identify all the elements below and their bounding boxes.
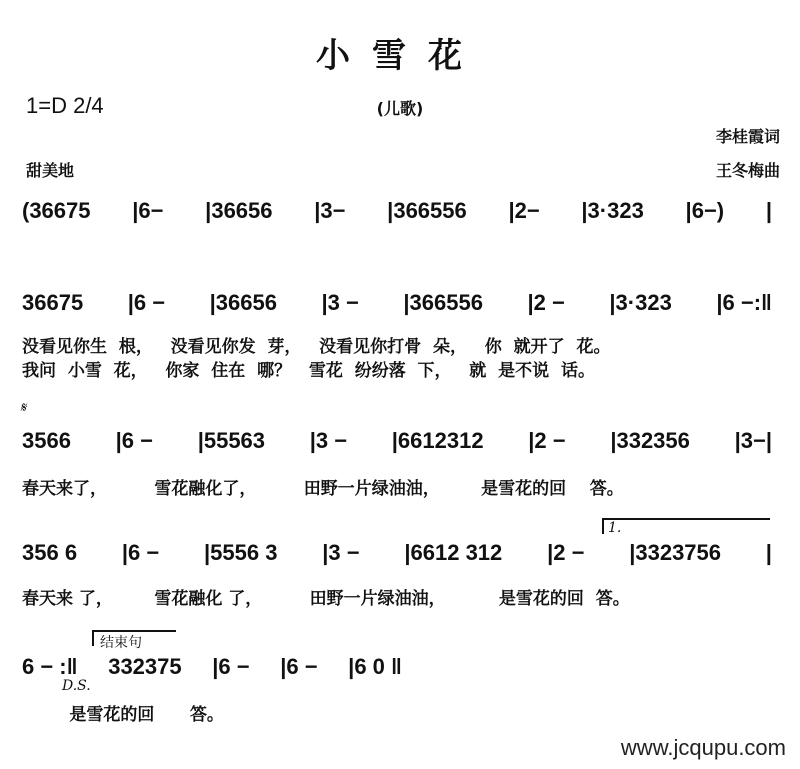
measure: |6612312 [391, 428, 484, 453]
measure: 36675 [22, 290, 84, 315]
system-4-notation [22, 540, 772, 566]
measure: (36675 [22, 198, 91, 223]
measure: |6612 312 [404, 540, 503, 565]
system-2-lyrics-verse-2: 我问 小雪 花， 你家 住在 哪？ 雪花 纷纷落 下， 就 是不说 话。 [22, 361, 595, 381]
measure: 3566 [22, 428, 71, 453]
measure: |366556 [387, 198, 467, 223]
measure: |3 − [309, 428, 348, 453]
measure: |332356 [610, 428, 690, 453]
system-2-notation [22, 290, 772, 316]
measure: | [765, 198, 772, 223]
tempo-marking: 甜美地 [26, 161, 75, 180]
measure: |3−| [734, 428, 772, 453]
system-2-lyrics-verse-1: 没看见你生 根， 没看见你发 芽， 没看见你打骨 朵， 你 就开了 花。 [22, 337, 611, 357]
measure: | [765, 540, 772, 565]
measure: |2 − [528, 428, 566, 453]
measure: |2 − [527, 290, 565, 315]
measure: 356 6 [22, 540, 78, 565]
system-3-lyrics: 春天来了， 雪花融化了， 田野一片绿油油， 是雪花的回 答。 [22, 479, 624, 499]
key-time-signature: 1=D 2/4 [26, 93, 104, 118]
final-ending-label: 结束句 [100, 635, 142, 651]
measure: |2 − [547, 540, 585, 565]
song-title: 小雪花 [316, 36, 484, 76]
measure: |5556 3 [203, 540, 278, 565]
measure: |6 − [115, 428, 153, 453]
segno-mark: 𝄋 [20, 400, 27, 416]
measure: |3− [314, 198, 346, 223]
measure: |3 − [322, 540, 360, 565]
measure: |6 −:‖ [716, 290, 772, 315]
measure: |366556 [403, 290, 483, 315]
first-ending-bracket [602, 518, 770, 534]
system-1-notation [22, 198, 772, 224]
composer-credit: 王冬梅曲 [715, 161, 780, 180]
measure: 6 − :‖ [22, 654, 78, 679]
measure: |6 − [127, 290, 166, 315]
measure: |3·323 [581, 198, 644, 223]
system-5-lyrics: 是雪花的回 答。 [22, 705, 224, 725]
measure: |3 − [321, 290, 359, 315]
measure: |2− [508, 198, 540, 223]
system-4-lyrics: 春天来 了， 雪花融化 了， 田野一片绿油油， 是雪花的回 答。 [22, 589, 630, 609]
measure: 332375 [108, 654, 182, 679]
genre-label: (儿歌) [376, 99, 424, 118]
measure: |6−) [685, 198, 725, 223]
system-3-notation [22, 428, 772, 454]
measure: |6− [132, 198, 164, 223]
measure: |6 0 ‖ [348, 654, 402, 679]
measure: |6 − [280, 654, 318, 679]
measure: |55563 [197, 428, 266, 453]
measure: |36656 [209, 290, 277, 315]
measure: |6 − [121, 540, 160, 565]
system-5-notation [22, 654, 402, 680]
measure: |6 − [212, 654, 250, 679]
first-ending-label: 1. [608, 520, 622, 536]
lyricist-credit: 李桂霞词 [715, 127, 780, 146]
measure: |3323756 [629, 540, 722, 565]
measure: |3·323 [609, 290, 672, 315]
ds-mark: D.S. [62, 678, 91, 694]
watermark: www.jcqupu.com [620, 735, 786, 760]
measure: |36656 [205, 198, 273, 223]
